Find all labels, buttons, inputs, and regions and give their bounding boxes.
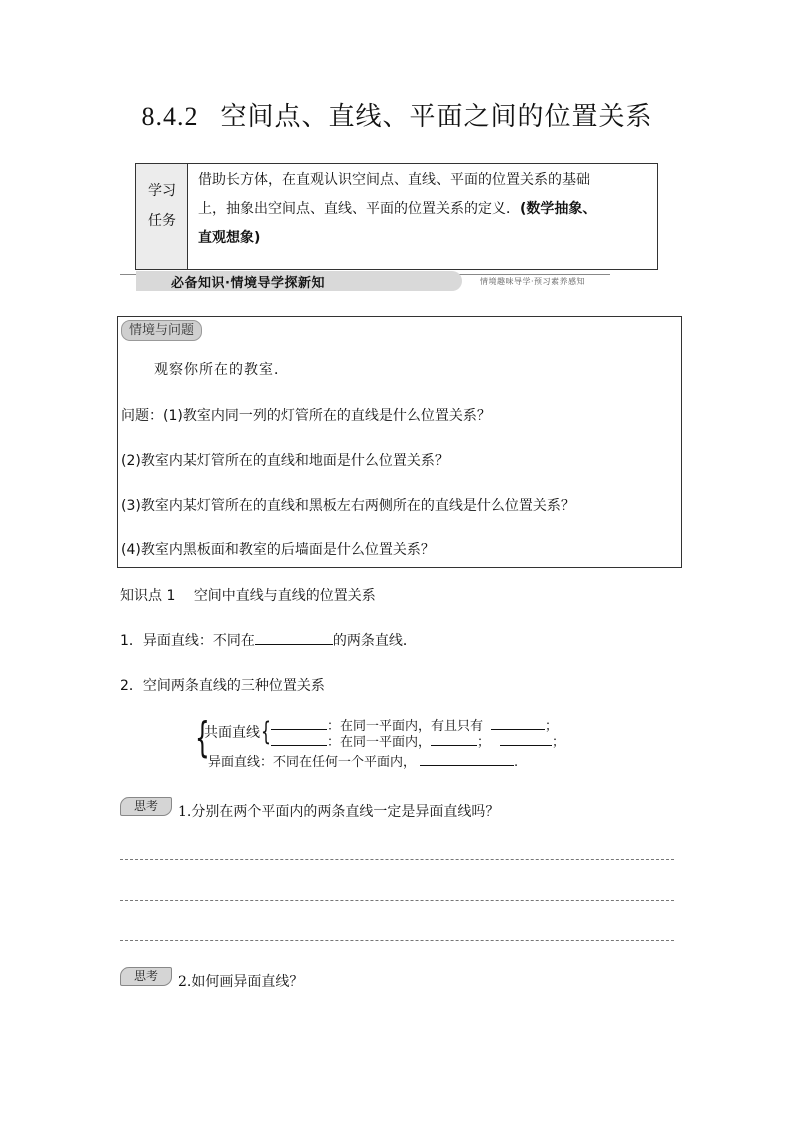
think-tag-1: 思考 [120,797,172,816]
scenario-tag: 情境与问题 [121,320,202,341]
page-title [0,96,794,133]
knowledge-item-1 [120,630,417,650]
skew-row [208,751,518,770]
fill-blank[interactable] [431,731,477,746]
item1-suffix: 的两条直线． [332,633,417,649]
answer-line[interactable] [120,900,674,901]
row1-text: ：在同一平面内，有且只有 [327,719,484,734]
learning-task-box [135,163,658,270]
think-question-1: 1.分别在两个平面内的两条直线一定是异面直线吗？ [178,804,500,820]
knowledge-heading-text: 空间中直线与直线的位置关系 [193,588,376,604]
item1-prefix: 1．异面直线：不同在 [120,633,255,649]
skew-label: 异面直线 [208,755,261,770]
task-label-line2: 任务 [148,213,176,229]
task-line1: 借助长方体，在直观认识空间点、直线、平面的位置关系的基础 [198,172,590,188]
relation-brace-diagram [195,713,615,771]
section-subtitle: 情境趣味导学·预习素养感知 [480,277,586,286]
knowledge-item-2: 2．空间两条直线的三种位置关系 [120,678,325,694]
scenario-question-4: (4)教室内黑板面和教室的后墙面是什么位置关系？ [121,542,435,558]
task-line3: 直观想象) [198,230,261,246]
row1-end: ； [545,719,559,734]
answer-line[interactable] [120,940,674,941]
row2-text: ：在同一平面内， [327,735,432,750]
task-line2-text: 上，抽象出空间点、直线、平面的位置关系的定义． [198,201,520,217]
scenario-question-3: (3)教室内某灯管所在的直线和黑板左右两侧所在的直线是什么位置关系？ [121,498,575,514]
coplanar-label: 共面直线 [204,725,260,741]
row3-text: ：不同在任何一个平面内， [260,755,417,770]
think-tag-2: 思考 [120,967,172,986]
fill-blank[interactable] [420,751,514,766]
fill-blank[interactable] [491,715,545,730]
knowledge-heading [120,585,376,605]
task-label-line1: 学习 [148,183,176,199]
think-question-2: 2.如何画异面直线？ [178,974,304,990]
scenario-intro: 观察你所在的教室． [154,362,289,378]
fill-blank[interactable] [271,715,327,730]
section-title: 必备知识·情境导学探新知 [171,276,325,291]
knowledge-heading-label: 知识点 1 [120,588,176,604]
fill-blank[interactable] [271,731,327,746]
row2-mid: ； [477,735,491,750]
task-line2-bold: (数学抽象、 [520,201,597,217]
inner-brace: { [261,717,271,747]
fill-blank[interactable] [255,630,333,645]
row3-end: . [514,755,519,770]
scenario-box [117,316,682,568]
section-number: 8.4.2 [141,102,199,131]
learning-task-text [198,166,653,253]
scenario-question-2: (2)教室内某灯管所在的直线和地面是什么位置关系？ [121,453,449,469]
answer-line[interactable] [120,859,674,860]
title-text: 空间点、直线、平面之间的位置关系 [220,102,653,132]
outer-brace: { [195,713,210,762]
task-line2 [198,195,653,224]
learning-task-label [136,164,188,269]
section-banner [120,271,610,293]
section-pill [136,271,462,291]
fill-blank[interactable] [500,731,552,746]
scenario-question-1: 问题：(1)教室内同一列的灯管所在的直线是什么位置关系？ [121,408,491,424]
row2-end: ； [552,735,566,750]
coplanar-row-2 [271,731,565,750]
